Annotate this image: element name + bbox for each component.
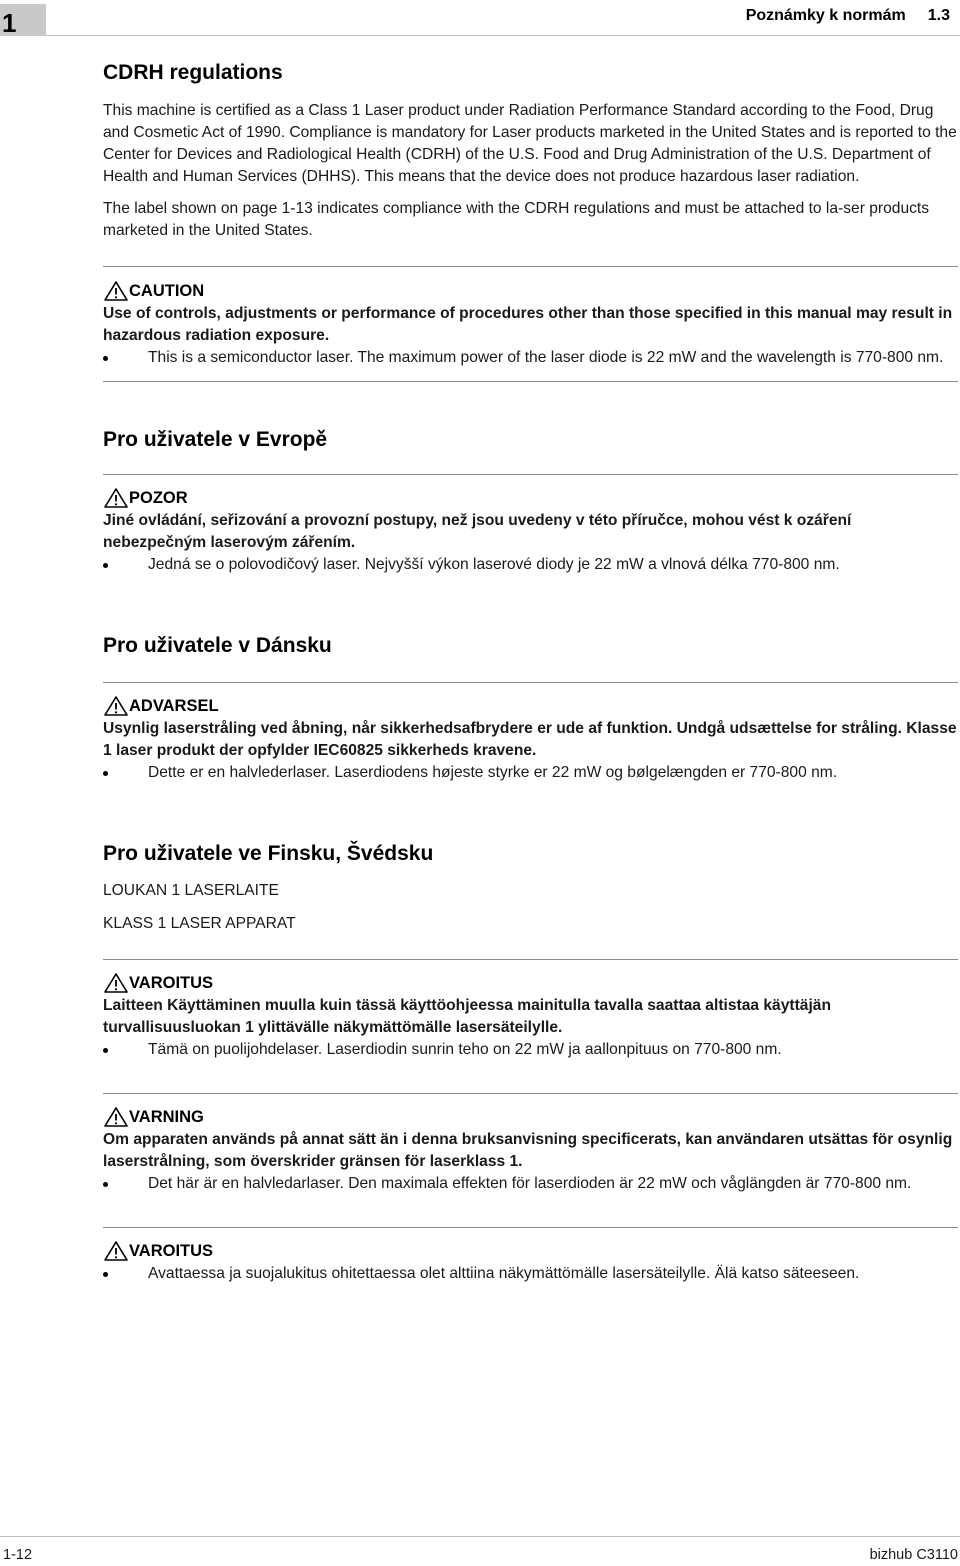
caution-text: Use of controls, adjustments or performance of procedures other than those specified in this manual may result in hazardous radiation exposure.: [103, 305, 953, 344]
varning-box: [103, 1093, 958, 1195]
section-title: Poznámky k normám: [745, 7, 906, 24]
section-number: 1.3: [927, 7, 950, 24]
caution-title: CAUTION: [103, 279, 958, 303]
varning-bullet: Det här är en halvledarlaser. Den maximala effekten för laserdioden är 22 mW och våglängden är 770-800 nm.: [103, 1173, 958, 1195]
finland-heading: Pro uživatele ve Finsku, Švédsku: [103, 842, 434, 865]
varning-title: VARNING: [103, 1105, 958, 1129]
page-number: 1-12: [3, 1547, 33, 1563]
varoitus-text-1: Laitteen Käyttäminen muulla kuin tässä käyttöohjeessa mainitulla tavalla saattaa altistaa käyttäjän turvallisuusluokan 1 ylittävälle näkymättömälle lasersäteilylle.: [103, 997, 831, 1036]
europe-warning-box: [103, 474, 958, 576]
bullet-dot-icon: [103, 356, 108, 361]
cdrh-paragraph-2: The label shown on page 1-13 indicates compliance with the CDRH regulations and must be attached to la-ser products marketed in the United States.: [103, 200, 930, 239]
advarsel-bullet: Dette er en halvlederlaser. Laserdiodens højeste styrke er 22 mW og bølgelængden er 770-800 nm.: [103, 762, 958, 784]
advarsel-title: ADVARSEL: [103, 694, 958, 718]
warning-triangle-icon: [103, 280, 129, 302]
cdrh-heading: CDRH regulations: [103, 61, 283, 84]
varoitus-bullet-2: Avattaessa ja suojalukitus ohitettaessa olet alttiina näkymättömälle lasersäteilylle. Älä katso säteeseen.: [103, 1263, 958, 1285]
pozor-bullet: Jedná se o polovodičový laser. Nejvyšší výkon laserové diody je 22 mW a vlnová délka 770-800 nm.: [103, 554, 958, 576]
cdrh-caution-box: [103, 266, 958, 382]
chapter-number: 1: [2, 8, 17, 38]
advarsel-text: Usynlig laserstråling ved åbning, når sikkerhedsafbrydere er ude af funktion. Undgå udsættelse for stråling. Klasse 1 laser produkt der opfylder IEC60825 sikkerheds kravene.: [103, 720, 957, 759]
running-header: [746, 7, 950, 25]
warning-triangle-icon: [103, 1240, 129, 1262]
warning-triangle-icon: [103, 972, 129, 994]
product-name: bizhub C3110: [869, 1547, 958, 1563]
footer-rule: [0, 1536, 960, 1537]
bullet-dot-icon: [103, 1048, 108, 1053]
caution-bullet: This is a semiconductor laser. The maximum power of the laser diode is 22 mW and the wavelength is 770-800 nm.: [103, 347, 958, 369]
cdrh-paragraph-1: This machine is certified as a Class 1 Laser product under Radiation Performance Standard according to the Food, Drug and Cosmetic Act of 1990. Compliance is mandatory for Laser products marketed in the United States and is reported to the Center for Devices and Radiological Health (CDRH) of the U.S. Food and Drug Administration of the U.S. Department of Health and Human Services (DHHS). This means that the device does not produce hazardous laser radiation.: [103, 102, 957, 185]
warning-triangle-icon: [103, 695, 129, 717]
header-rule: [46, 35, 960, 36]
varoitus-title-1: VAROITUS: [103, 971, 958, 995]
bullet-dot-icon: [103, 563, 108, 568]
finland-line-2: KLASS 1 LASER APPARAT: [103, 915, 296, 932]
warning-triangle-icon: [103, 487, 129, 509]
pozor-text: Jiné ovládání, seřizování a provozní postupy, než jsou uvedeny v této příručce, mohou vést k ozáření nebezpečným laserovým zářením.: [103, 512, 852, 551]
bullet-dot-icon: [103, 1272, 108, 1277]
varoitus-title-2: VAROITUS: [103, 1239, 958, 1263]
varning-text: Om apparaten används på annat sätt än i denna bruksanvisning specificerats, kan användaren utsättas för osynlig laserstrålning, som överskrider gränsen för laserklass 1.: [103, 1131, 953, 1170]
bullet-dot-icon: [103, 771, 108, 776]
finland-line-1: LOUKAN 1 LASERLAITE: [103, 882, 279, 899]
pozor-title: POZOR: [103, 486, 958, 510]
europe-heading: Pro uživatele v Evropě: [103, 428, 328, 451]
warning-triangle-icon: [103, 1106, 129, 1128]
varoitus-box-1: [103, 959, 958, 1061]
denmark-heading: Pro uživatele v Dánsku: [103, 634, 332, 657]
varoitus-box-2: [103, 1227, 958, 1285]
page-content: [103, 56, 958, 1285]
bullet-dot-icon: [103, 1182, 108, 1187]
varoitus-bullet-1: Tämä on puolijohdelaser. Laserdiodin sunrin teho on 22 mW ja aallonpituus on 770-800 nm.: [103, 1039, 958, 1061]
denmark-warning-box: [103, 682, 958, 784]
